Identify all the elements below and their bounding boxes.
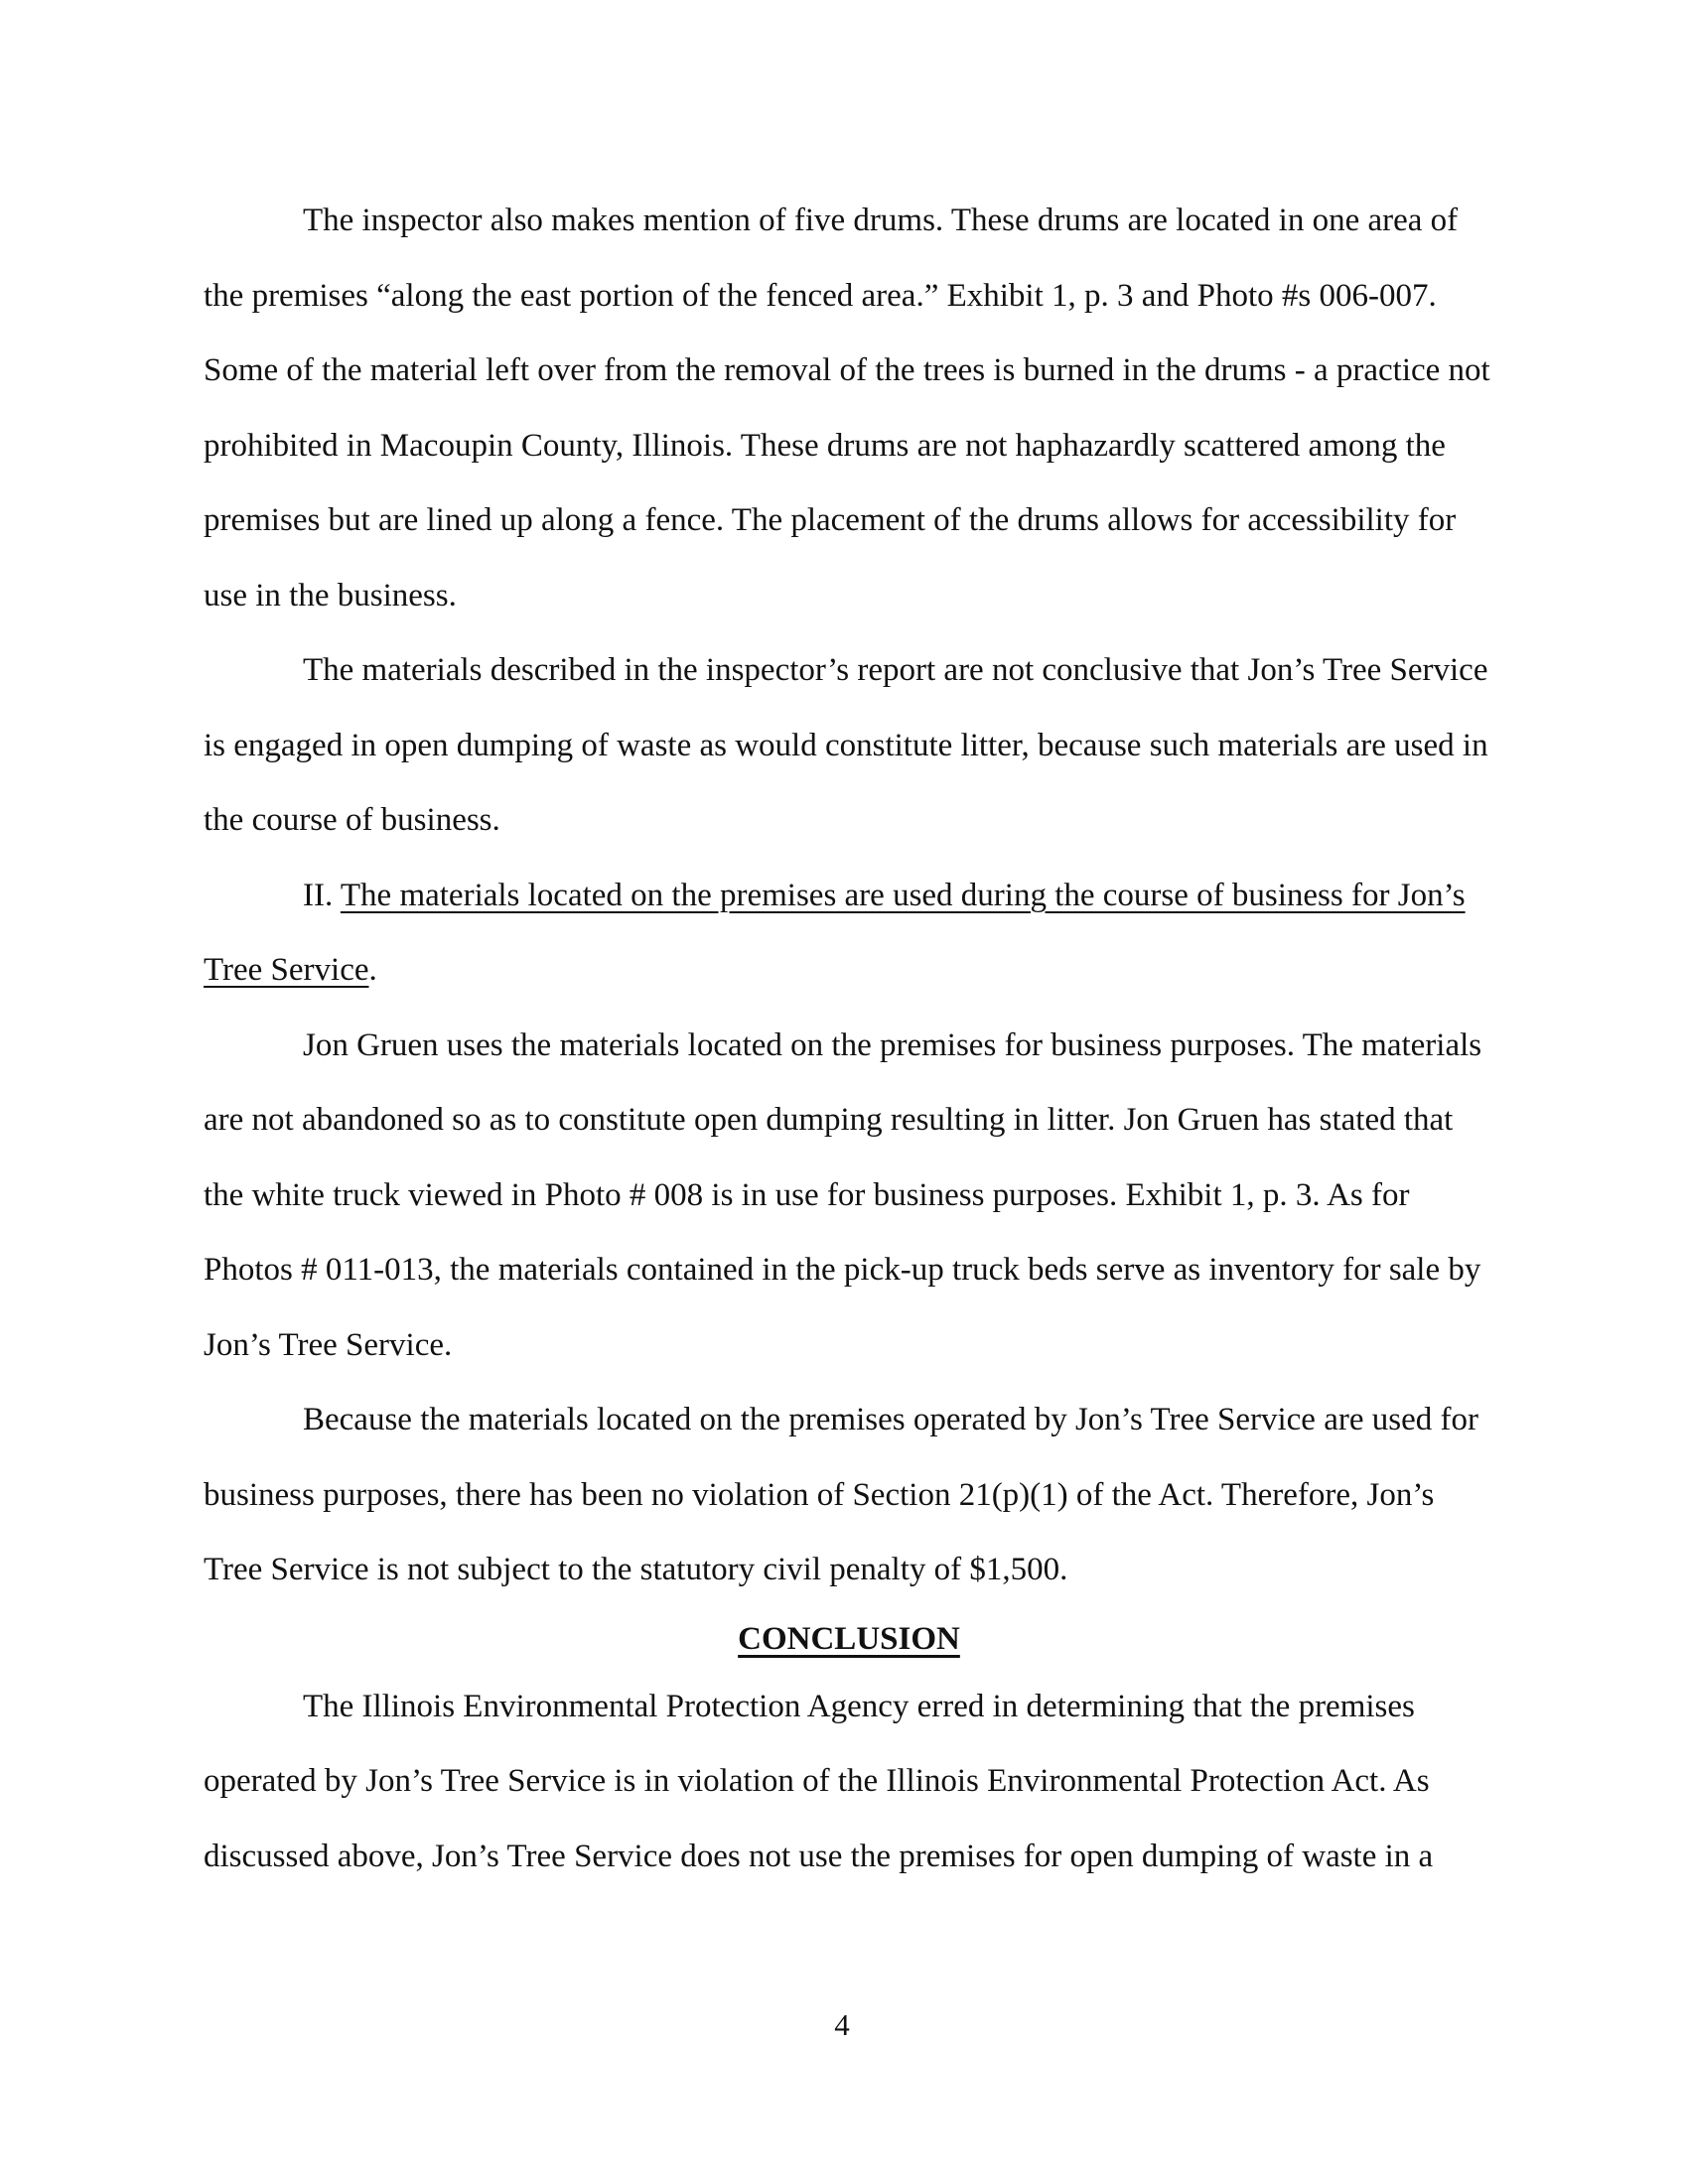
paragraph-jon-gruen: Jon Gruen uses the materials located on the premises for business purposes. The materials are not abandoned so as to constitute open dumping resulting in litter. Jon Gruen has stated that the white truck viewed in Photo # 008 is in use for business purposes. Exhibit 1, p. 3. As for Photos # 011-013, the materials contained in the pick-up truck beds serve as inventory for sale by Jon’s Tree Service.	[204, 1026, 1482, 1363]
paragraph-inspector-report: The materials described in the inspector’s report are not conclusive that Jon’s Tree Service is engaged in open dumping of waste as would constitute litter, because such materials are used in the course of business.	[204, 652, 1488, 838]
paragraph-no-violation: Because the materials located on the premises operated by Jon’s Tree Service are used for business purposes, there has been no violation of Section 21(p)(1) of the Act. Therefore, Jon’s Tree Service is not subject to the statutory civil penalty of $1,500.	[204, 1402, 1478, 1587]
document-body	[204, 184, 1494, 1894]
page-number: 4	[834, 2007, 850, 2042]
paragraph-drums: The inspector also makes mention of five drums. These drums are located in one area of the premises “along the east portion of the fenced area.” Exhibit 1, p. 3 and Photo #s 006-007. Some of the material left over from the removal of the trees is burned in the drums - a practice not prohibited in Macoupin County, Illinois. These drums are not haphazardly scattered among the premises but are lined up along a fence. The placement of the drums allows for accessibility for use in the business.	[204, 203, 1490, 614]
section-ii-heading	[204, 859, 1494, 1009]
conclusion-heading: CONCLUSION	[738, 1620, 960, 1657]
section-ii-number: II.	[303, 877, 341, 913]
paragraph-conclusion: The Illinois Environmental Protection Agency erred in determining that the premises operated by Jon’s Tree Service is in violation of the Illinois Environmental Protection Act. As discussed above, Jon’s Tree Service does not use the premises for open dumping of waste in a	[204, 1688, 1434, 1874]
section-ii-period: .	[368, 952, 377, 988]
section-ii-title: The materials located on the premises are used during the course of business for Jon’s Tree Service	[204, 877, 1466, 988]
